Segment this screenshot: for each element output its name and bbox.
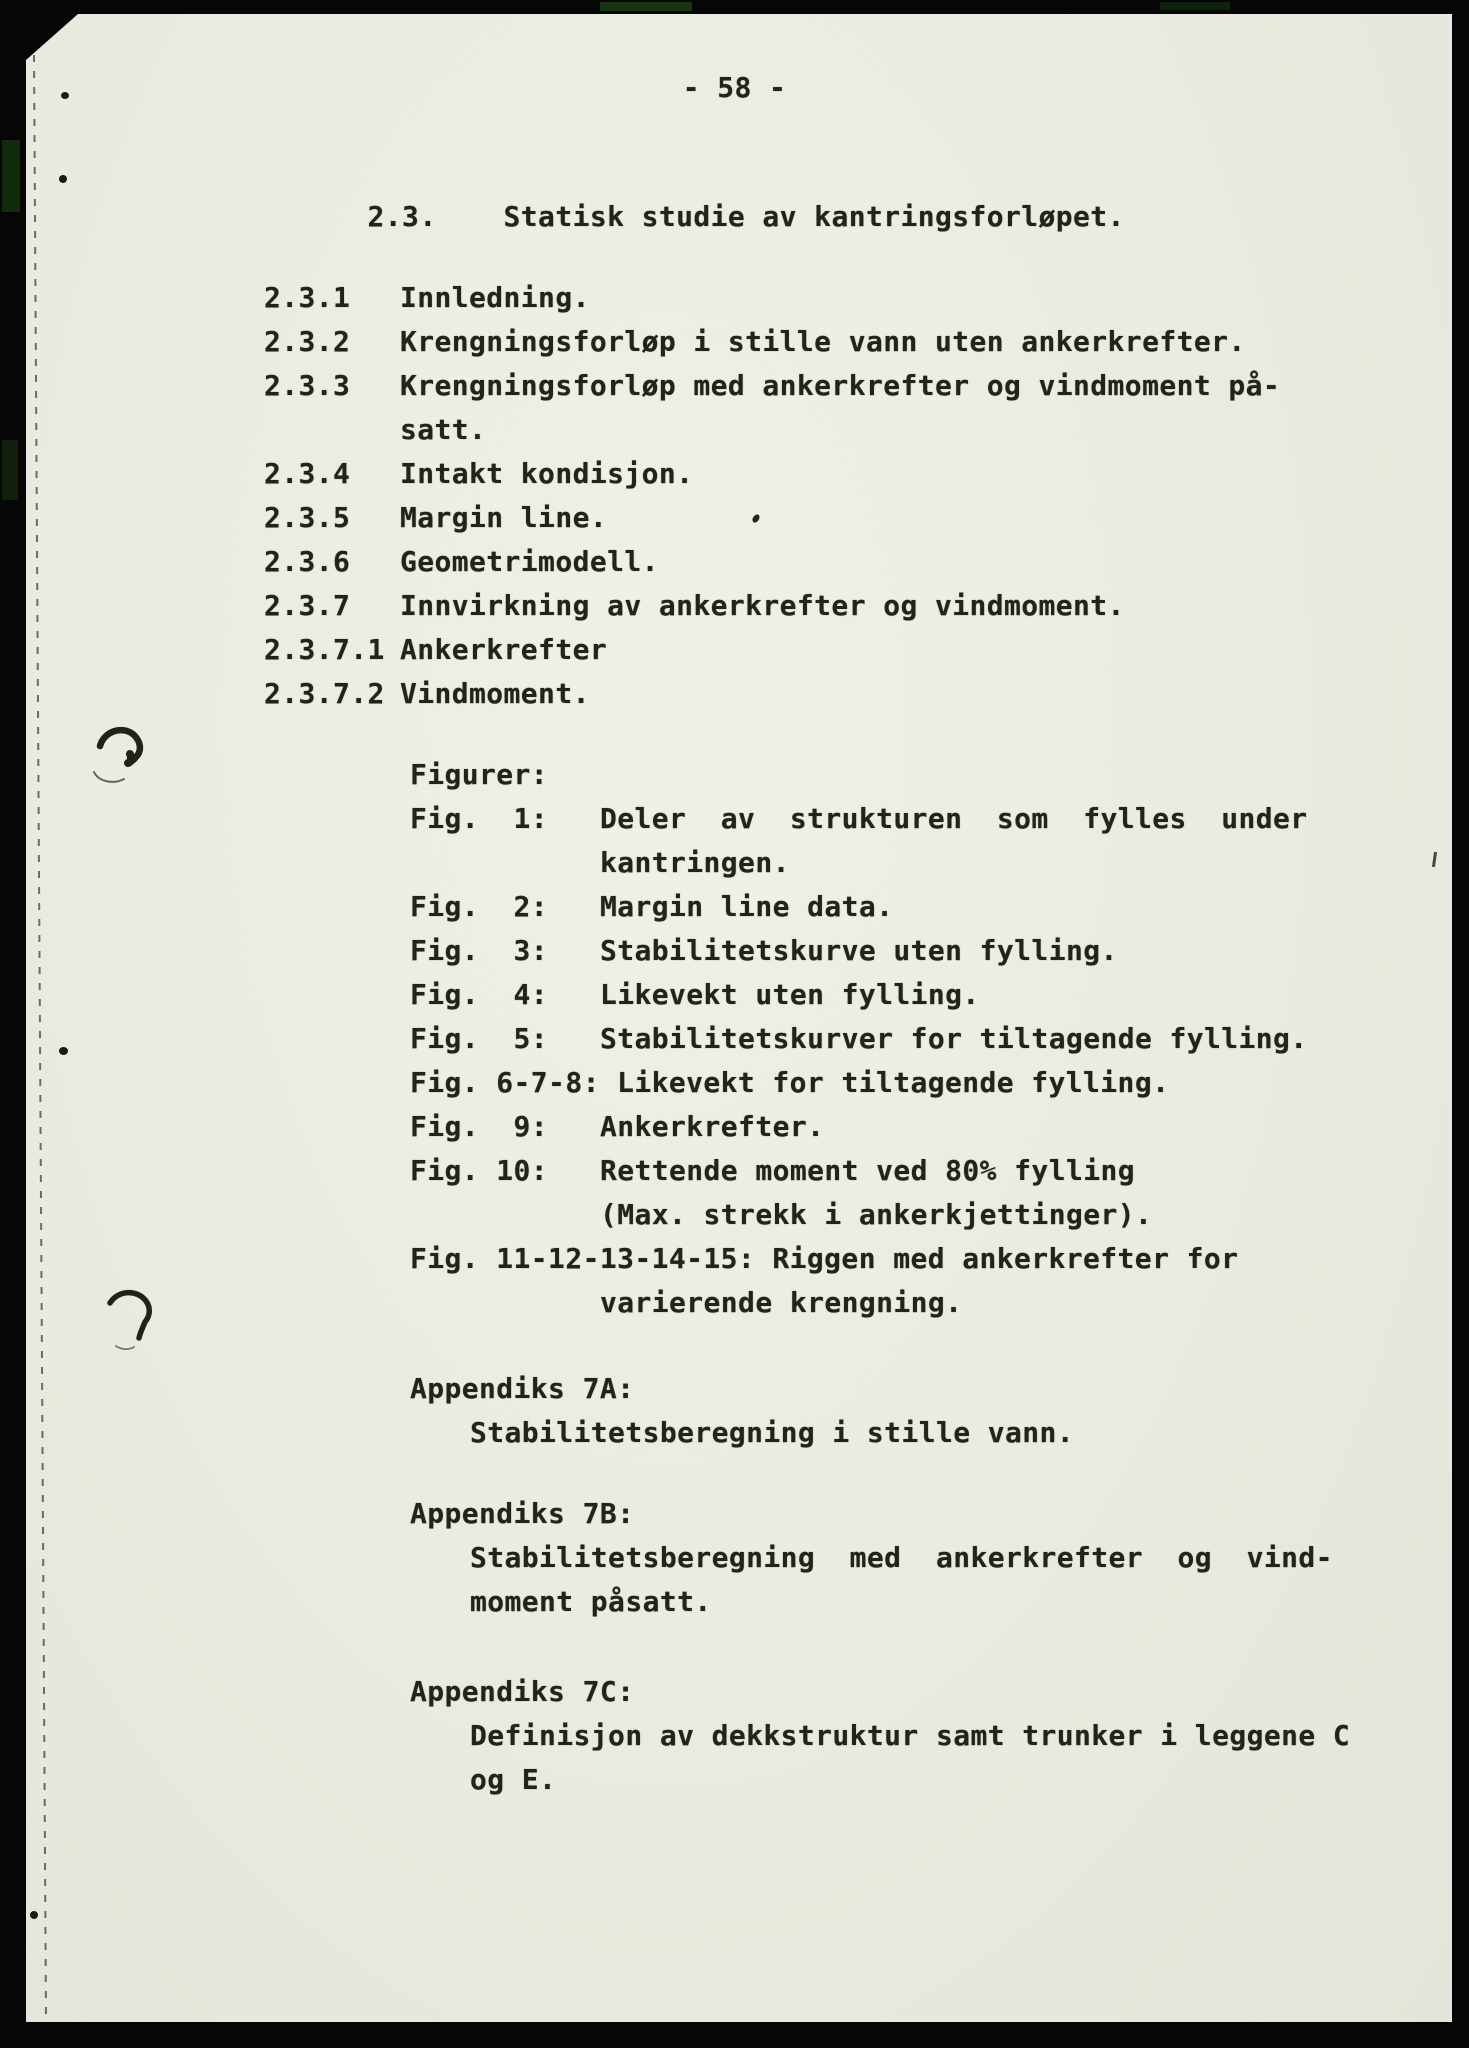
appendix-line: og E. (470, 1763, 557, 1796)
toc-number: 2.3.7.1 (264, 633, 385, 666)
appendix-title: Appendiks 7B: (410, 1497, 635, 1530)
toc-text: Innvirkning av ankerkrefter og vindmoment. (400, 589, 1125, 622)
appendix-line: Stabilitetsberegning med ankerkrefter og vind- (470, 1541, 1333, 1574)
figure-text: varierende krengning. (600, 1286, 963, 1319)
figure-text: Riggen med ankerkrefter for (772, 1242, 1239, 1275)
figure-label: Fig. 2: (410, 890, 566, 923)
figure-text: Deler av strukturen som fylles under (600, 802, 1308, 835)
appendix-7a (410, 1367, 1074, 1455)
figures-list (410, 753, 1308, 1325)
toc-text: Margin line. (400, 501, 608, 534)
figure-label: Fig. 3: (410, 934, 566, 967)
figure-label: Fig. 11-12-13-14-15: (410, 1242, 773, 1275)
page-number: - 58 - (682, 71, 787, 104)
figure-row (410, 885, 1308, 929)
toc-text: Ankerkrefter (400, 633, 608, 666)
figure-row (410, 1017, 1308, 1061)
toc-number: 2.3.5 (264, 501, 351, 534)
appendix-line: Definisjon av dekkstruktur samt trunker i leggene C (470, 1719, 1351, 1752)
toc-row (264, 496, 1280, 540)
toc-list (264, 276, 1280, 716)
figure-label: Fig. 9: (410, 1110, 566, 1143)
appendix-title: Appendiks 7A: (410, 1372, 635, 1405)
figure-text: Stabilitetskurver for tiltagende fylling. (600, 1022, 1308, 1055)
figure-label: Fig. 4: (410, 978, 566, 1011)
toc-number: 2.3.6 (264, 545, 351, 578)
toc-number: 2.3.3 (264, 369, 351, 402)
figure-text: Margin line data. (600, 890, 894, 923)
toc-number: 2.3.7.2 (264, 677, 385, 710)
appendix-7c (410, 1670, 1350, 1802)
figure-row (410, 1193, 1308, 1237)
figure-row (410, 841, 1308, 885)
toc-text: Krengningsforløp i stille vann uten ankerkrefter. (400, 325, 1246, 358)
figure-text: Stabilitetskurve uten fylling. (600, 934, 1118, 967)
figure-text: Ankerkrefter. (600, 1110, 825, 1143)
toc-number: 2.3.1 (264, 281, 351, 314)
figure-row (410, 1149, 1308, 1193)
section-heading (264, 151, 1125, 233)
ink-dot (59, 1047, 68, 1055)
toc-row (264, 628, 1280, 672)
figure-row (410, 1281, 1308, 1325)
ink-circle-mark (86, 718, 152, 798)
appendix-line: moment påsatt. (470, 1585, 712, 1618)
figure-label: Fig. 5: (410, 1022, 566, 1055)
toc-row (264, 364, 1280, 408)
toc-row (264, 408, 1280, 452)
toc-row (264, 540, 1280, 584)
figure-row (410, 1237, 1308, 1281)
figure-row (410, 929, 1308, 973)
figure-text: Likevekt uten fylling. (600, 978, 980, 1011)
toc-row (264, 276, 1280, 320)
ink-crescent-mark (98, 1280, 166, 1356)
figure-row (410, 1105, 1308, 1149)
figure-row (410, 797, 1308, 841)
toc-text: Geometrimodell. (400, 545, 659, 578)
scan-edge-green-tint (1160, 2, 1230, 10)
scan-edge-green-tint (600, 2, 692, 11)
toc-row (264, 452, 1280, 496)
section-heading-number: 2.3. (367, 200, 437, 233)
figure-text: kantringen. (600, 846, 790, 879)
toc-text: Intakt kondisjon. (400, 457, 694, 490)
toc-text: Innledning. (400, 281, 590, 314)
toc-text: satt. (400, 413, 487, 446)
toc-number: 2.3.7 (264, 589, 351, 622)
figure-row (410, 1061, 1308, 1105)
figure-text: Rettende moment ved 80% fylling (600, 1154, 1135, 1187)
scan-edge-green-tint (2, 140, 20, 212)
ink-dot (59, 175, 67, 183)
figures-heading: Figurer: (410, 758, 549, 791)
figure-label: Fig. 6-7-8: (410, 1066, 618, 1099)
toc-row (264, 320, 1280, 364)
appendix-line: Stabilitetsberegning i stille vann. (470, 1416, 1075, 1449)
figure-row (410, 973, 1308, 1017)
page-number-block (0, 66, 1469, 110)
toc-text: Krengningsforløp med ankerkrefter og vindmoment på- (400, 369, 1281, 402)
appendix-title: Appendiks 7C: (410, 1675, 635, 1708)
toc-number: 2.3.4 (264, 457, 351, 490)
figure-text: Likevekt for tiltagende fylling. (617, 1066, 1170, 1099)
figure-label: Fig. 10: (410, 1154, 566, 1187)
appendix-7b (410, 1492, 1333, 1624)
section-heading-title: Statisk studie av kantringsforløpet. (503, 200, 1125, 233)
toc-text: Vindmoment. (400, 677, 590, 710)
toc-row (264, 584, 1280, 628)
ink-dot (30, 1911, 38, 1919)
figure-label: Fig. 1: (410, 802, 566, 835)
scan-edge-green-tint (2, 440, 18, 500)
figure-text: (Max. strekk i ankerkjettinger). (600, 1198, 1153, 1231)
toc-row (264, 672, 1280, 716)
toc-number: 2.3.2 (264, 325, 351, 358)
